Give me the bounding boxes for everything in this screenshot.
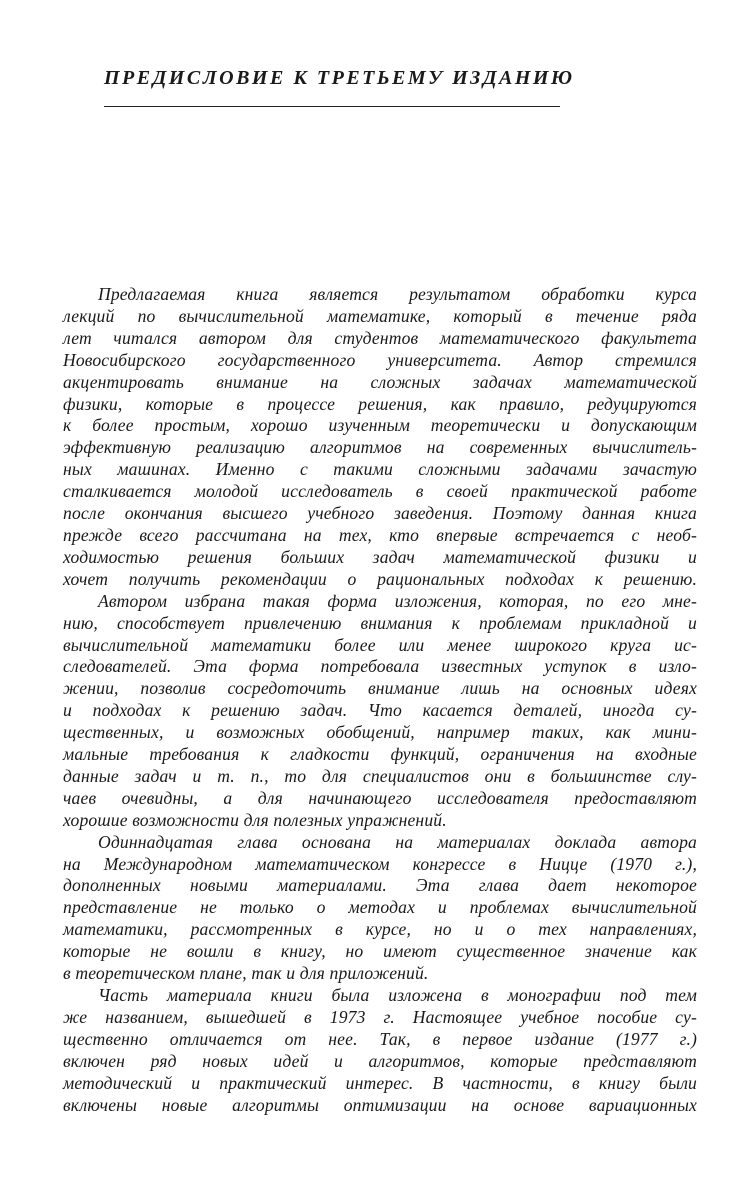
paragraph-1 xyxy=(63,284,697,591)
text-line: данные задач и т. п., то для специалистов они в большинстве слу- xyxy=(63,765,697,786)
text-line: Новосибирского государственного университета. Автор стремился xyxy=(63,349,697,370)
paragraph-2 xyxy=(63,591,697,832)
text-line: щественных, и возможных обобщений, например таких, как мини- xyxy=(63,722,697,743)
text-line: к более простым, хорошо изученным теоретически и допускающим xyxy=(63,415,697,436)
text-line: чаев очевидны, а для начинающего исследователя предоставляют xyxy=(63,787,697,808)
text-line: методический и практический интерес. В частности, в книгу были xyxy=(63,1072,697,1093)
text-line: Одиннадцатая глава основана на материалах доклада автора xyxy=(98,831,697,852)
text-line: хорошие возможности для полезных упражнений. xyxy=(63,809,447,830)
text-line: сталкивается молодой исследователь в своей практической работе xyxy=(63,481,697,502)
text-line: Часть материала книги была изложена в монографии под тем xyxy=(98,985,697,1005)
text-line: лекций по вычислительной математике, который в течение ряда xyxy=(63,305,697,326)
text-line: нию, способствует привлечению внимания к проблемам прикладной и xyxy=(63,612,697,633)
text-line: которые не вошли в книгу, но имеют существенное значение как xyxy=(63,941,697,962)
text-line: следователей. Эта форма потребовала известных уступок в изло- xyxy=(63,656,697,677)
text-line: включены новые алгоритмы оптимизации на основе вариационных xyxy=(63,1094,697,1115)
page-heading: ПРЕДИСЛОВИЕ К ТРЕТЬЕМУ ИЗДАНИЮ xyxy=(104,67,575,89)
text-line: физики, которые в процессе решения, как правило, редуцируются xyxy=(63,393,697,414)
text-line: ных машинах. Именно с такими сложными задачами зачастую xyxy=(63,459,697,480)
paragraph-3 xyxy=(63,832,697,985)
text-line: представление не только о методах и проблемах вычислительной xyxy=(63,897,697,918)
text-line: мальные требования к гладкости функций, ограничения на входные xyxy=(63,744,697,765)
text-line: эффективную реализацию алгоритмов на современных вычислитель- xyxy=(63,437,697,458)
text-line: и подходах к решению задач. Что касается деталей, иногда су- xyxy=(63,700,697,721)
text-line: хочет получить рекомендации о рациональных подходах к решению. xyxy=(63,568,697,589)
text-line: Предлагаемая книга является результатом обработки курса xyxy=(98,284,697,304)
preface-body xyxy=(63,284,697,1116)
text-line: математики, рассмотренных в курсе, но и о тех направлениях, xyxy=(63,919,697,940)
text-line: прежде всего рассчитана на тех, кто впервые встречается с необ- xyxy=(63,524,697,545)
text-line: включен ряд новых идей и алгоритмов, которые представляют xyxy=(63,1050,697,1071)
text-line: дополненных новыми материалами. Эта глава дает некоторое xyxy=(63,875,697,896)
text-line: акцентировать внимание на сложных задачах математической xyxy=(63,371,697,392)
heading-divider xyxy=(104,106,560,107)
text-line: вычислительной математики более или менее широкого круга ис- xyxy=(63,634,697,655)
text-line: щественно отличается от нее. Так, в первое издание (1977 г.) xyxy=(63,1028,697,1049)
text-line: в теоретическом плане, так и для приложений. xyxy=(63,963,429,984)
text-line: ходимостью решения больших задач математической физики и xyxy=(63,546,697,567)
paragraph-4 xyxy=(63,985,697,1116)
text-line: после окончания высшего учебного заведения. Поэтому данная книга xyxy=(63,503,697,524)
text-line: на Международном математическом конгрессе в Ницце (1970 г.), xyxy=(63,853,697,874)
text-line: жении, позволив сосредоточить внимание лишь на основных идеях xyxy=(63,678,697,699)
text-line: же названием, вышедшей в 1973 г. Настоящее учебное пособие су- xyxy=(63,1006,697,1027)
text-line: Автором избрана такая форма изложения, которая, по его мне- xyxy=(98,590,697,611)
text-line: лет читался автором для студентов математического факультета xyxy=(63,327,697,348)
